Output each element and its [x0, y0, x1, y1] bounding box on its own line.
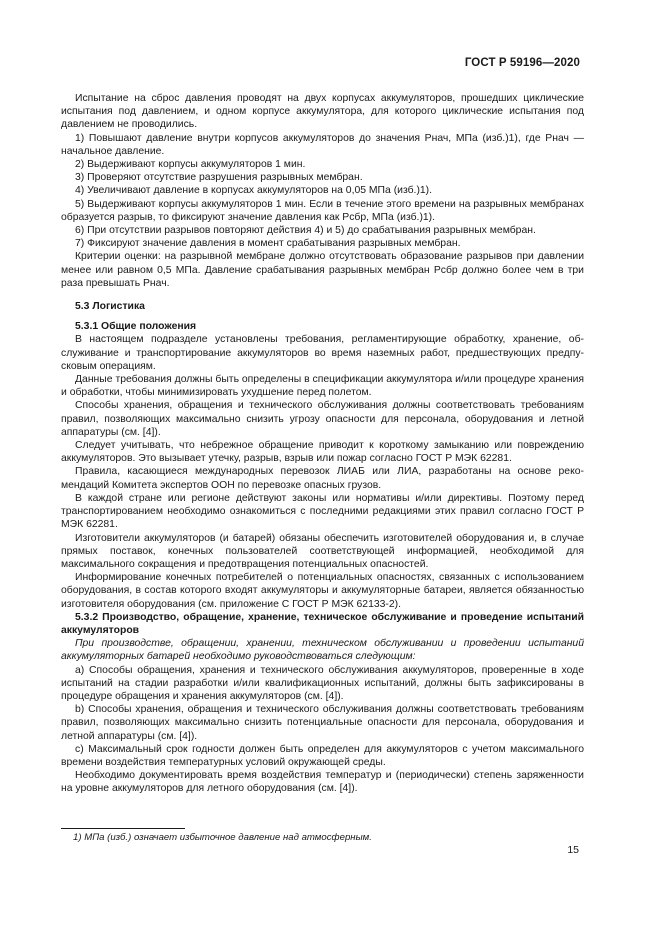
list-item-c: с) Максимальный срок годности должен быть определен для аккумуляторов с учетом максимального времени воздействия температурных условий окружающей среды. [61, 743, 584, 768]
criteria-paragraph: Критерии оценки: на разрывной мембране должно отсутствовать образование разрывов при давлении менее или равном 0,5 МПа. Давление срабатывания разрывных мембран Pсбр должно более чем в три раза превышать Pнач. [61, 251, 584, 289]
footnote: 1) МПа (изб.) означает избыточное давление над атмосферным. [73, 832, 372, 843]
paragraph: Способы хранения, обращения и технического обслуживания должны соответствовать требованиям правил, позволяющих максимально снизить угрозу опасности для персонала, оборудования и летной аппаратуры (см. [4]). [61, 400, 584, 438]
paragraph: В каждой стране или регионе действуют законы или нормативы и/или директивы. Поэтому перед транспортированием необходимо ознакомиться с последними редакциями этих правил согласно ГОСТ Р МЭК 62281. [61, 492, 584, 531]
paragraph: В настоящем подразделе установлены требования, регламентирующие обработку, хранение, обслуживание и транспортирование аккумуляторов во время наземных работ, предшествующих предпусковым операциям. [61, 334, 584, 372]
subsection-heading-5-3-1: 5.3.1 Общие положения [75, 321, 197, 333]
paragraph: Следует учитывать, что небрежное обращение приводит к короткому замыканию или повреждению аккумуляторов. Это вызывает утечку, разрыв, взрыв или пожар согласно ГОСТ Р МЭК 62281. [61, 440, 584, 465]
paragraph: Данные требования должны быть определены в спецификации аккумулятора и/или процедуре хранения и обработки, чтобы минимизировать ухудшение перед полетом. [61, 374, 584, 399]
subsection-heading-5-3-2: 5.3.2 Производство, обращение, хранение, техническое обслуживание и проведение испытаний аккумуляторов [61, 611, 584, 636]
list-item-a: а) Способы обращения, хранения и технического обслуживания аккумуляторов, проверенные в ходе испытаний на стадии разработки и/или квалификационных испытаний, должны быть зафиксированы в процедуре обращения и хранения аккумуляторов (см. [4]). [61, 664, 584, 702]
document-header: ГОСТ Р 59196—2020 [464, 57, 580, 69]
page-number: 15 [567, 844, 579, 856]
list-item-b: b) Способы хранения, обращения и технического обслуживания должны соответствовать требованиям правил, позволяющих максимально снизить потенциальные опасности для персонала, оборудования и летной аппаратуры (см. [4]). [61, 704, 584, 742]
paragraph: Необходимо документировать время воздействия температур и (периодически) степень заряженности на уровне аккумуляторов для летного оборудования (см. [4]). [61, 770, 584, 795]
step-6: 6) При отсутствии разрывов повторяют действия 4) и 5) до срабатывания разрывных мембран. [75, 225, 536, 237]
step-3: 3) Проверяют отсутствие разрушения разрывных мембран. [75, 172, 363, 184]
paragraph: Изготовители аккумуляторов (и батарей) обязаны обеспечить изготовителей оборудования и, в случае прямых поставок, конечных пользователей соответствующей информацией, необходимой для максимального сокращения и предотвращения потенциальных опасностей. [61, 532, 584, 570]
footnote-divider [61, 828, 185, 829]
intro-italic-paragraph: При производстве, обращении, хранении, техническом обслуживании и проведении испытаний аккумуляторных батарей необходимо руководствоваться следующим: [61, 638, 584, 663]
paragraph: Информирование конечных потребителей о потенциальных опасностях, связанных с использованием оборудования, в состав которого входят аккумуляторы и аккумуляторные батареи, является обязанностью изготовителя оборудования (см. приложение С ГОСТ Р МЭК 62133-2). [61, 572, 584, 610]
paragraph: Правила, касающиеся международных перевозок ЛИАБ или ЛИА, разработаны на основе рекомендаций Комитета экспертов ООН по перевозке опасных грузов. [61, 466, 584, 491]
step-5: 5) Выдерживают корпусы аккумуляторов 1 мин. Если в течение этого времени на разрывных мембранах образуется разрыв, то фиксируют значение давления как Pсбр, МПа (изб.)1). [61, 198, 584, 223]
main-content [61, 92, 584, 796]
step-7: 7) Фиксируют значение давления в момент срабатывания разрывных мембран. [75, 238, 461, 250]
section-heading-5-3: 5.3 Логистика [75, 301, 145, 313]
paragraph: Испытание на сброс давления проводят на двух корпусах аккумуляторов, прошедших циклические испытания под давлением, и одном корпусе аккумулятора, для которого циклические испытания под давлением не проводились. [61, 93, 584, 131]
step-4: 4) Увеличивают давление в корпусах аккумуляторов на 0,05 МПа (изб.)1). [75, 185, 433, 197]
step-1: 1) Повышают давление внутри корпусов аккумуляторов до значения Pнач, МПа (изб.)1), где Pнач — начальное давление. [61, 132, 584, 157]
step-2: 2) Выдерживают корпусы аккумуляторов 1 мин. [75, 159, 306, 171]
